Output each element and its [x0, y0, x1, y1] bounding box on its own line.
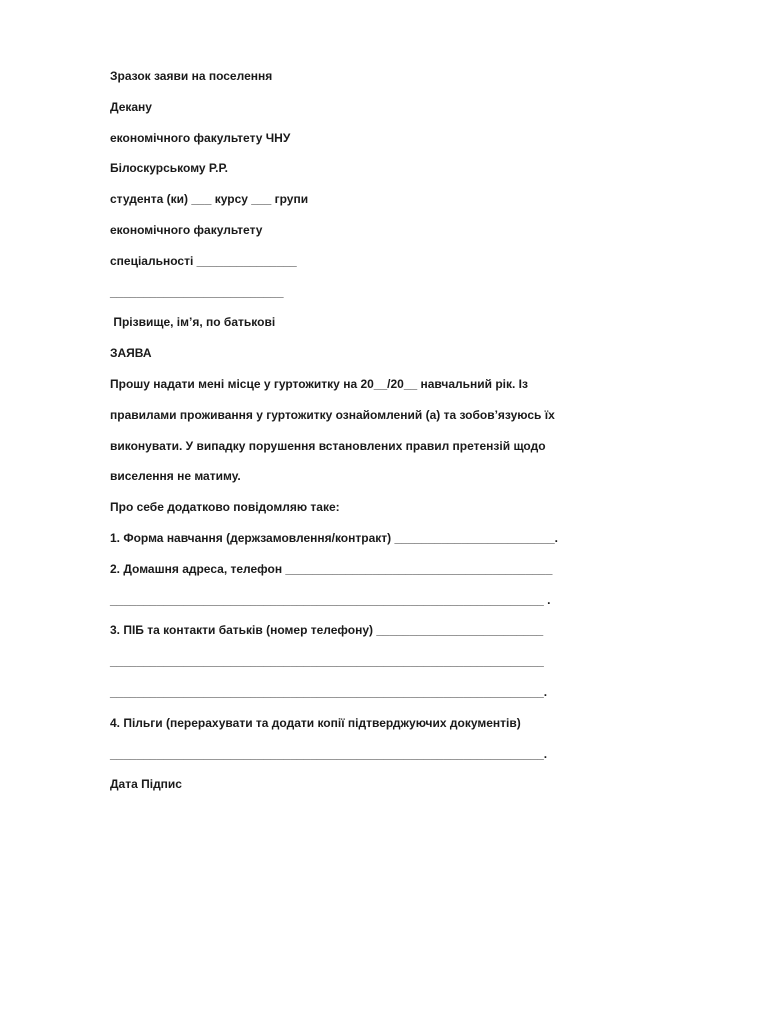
addressee-faculty: економічного факультету ЧНУ	[110, 130, 291, 145]
application-document	[110, 68, 710, 807]
parents-contacts-item: 3. ПІБ та контакти батьків (номер телефону) _________________________	[110, 623, 544, 638]
benefits-blank: _________________________________________________________________.	[110, 746, 548, 761]
student-specialty: спеціальності _______________	[110, 253, 297, 268]
study-form-item: 1. Форма навчання (держзамовлення/контракт) ________________________.	[110, 530, 558, 545]
additional-info-intro: Про себе додатково повідомляю таке:	[110, 500, 340, 515]
home-address-blank: _________________________________________________________________ .	[110, 592, 551, 607]
statement-body-line: правилами проживання у гуртожитку ознайомлений (а) та зобов’язуюсь їх	[110, 407, 555, 422]
student-course-group: студента (ки) ___ курсу ___ групи	[110, 192, 309, 207]
addressee-title: Декану	[110, 99, 152, 114]
parents-contacts-blank: _________________________________________________________________	[110, 654, 544, 669]
statement-heading: ЗАЯВА	[110, 346, 152, 361]
home-address-item: 2. Домашня адреса, телефон ________________________________________	[110, 561, 553, 576]
statement-body-line: виконувати. У випадку порушення встановлених правил претензій щодо	[110, 438, 546, 453]
benefits-item: 4. Пільги (перерахувати та додати копії підтверджуючих документів)	[110, 715, 521, 730]
parents-contacts-blank: _________________________________________________________________.	[110, 684, 548, 699]
student-name-blank: __________________________	[110, 284, 284, 299]
statement-body-line: виселення не матиму.	[110, 469, 241, 484]
statement-body-line: Прошу надати мені місце у гуртожитку на 20__/20__ навчальний рік. Із	[110, 376, 528, 391]
student-faculty: економічного факультету	[110, 222, 263, 237]
document-title: Зразок заяви на поселення	[110, 69, 273, 83]
addressee-name: Білоскурському Р.Р.	[110, 161, 228, 176]
student-name-caption: Прізвище, ім’я, по батькові	[110, 315, 276, 330]
date-signature: Дата Підпис	[110, 777, 182, 792]
